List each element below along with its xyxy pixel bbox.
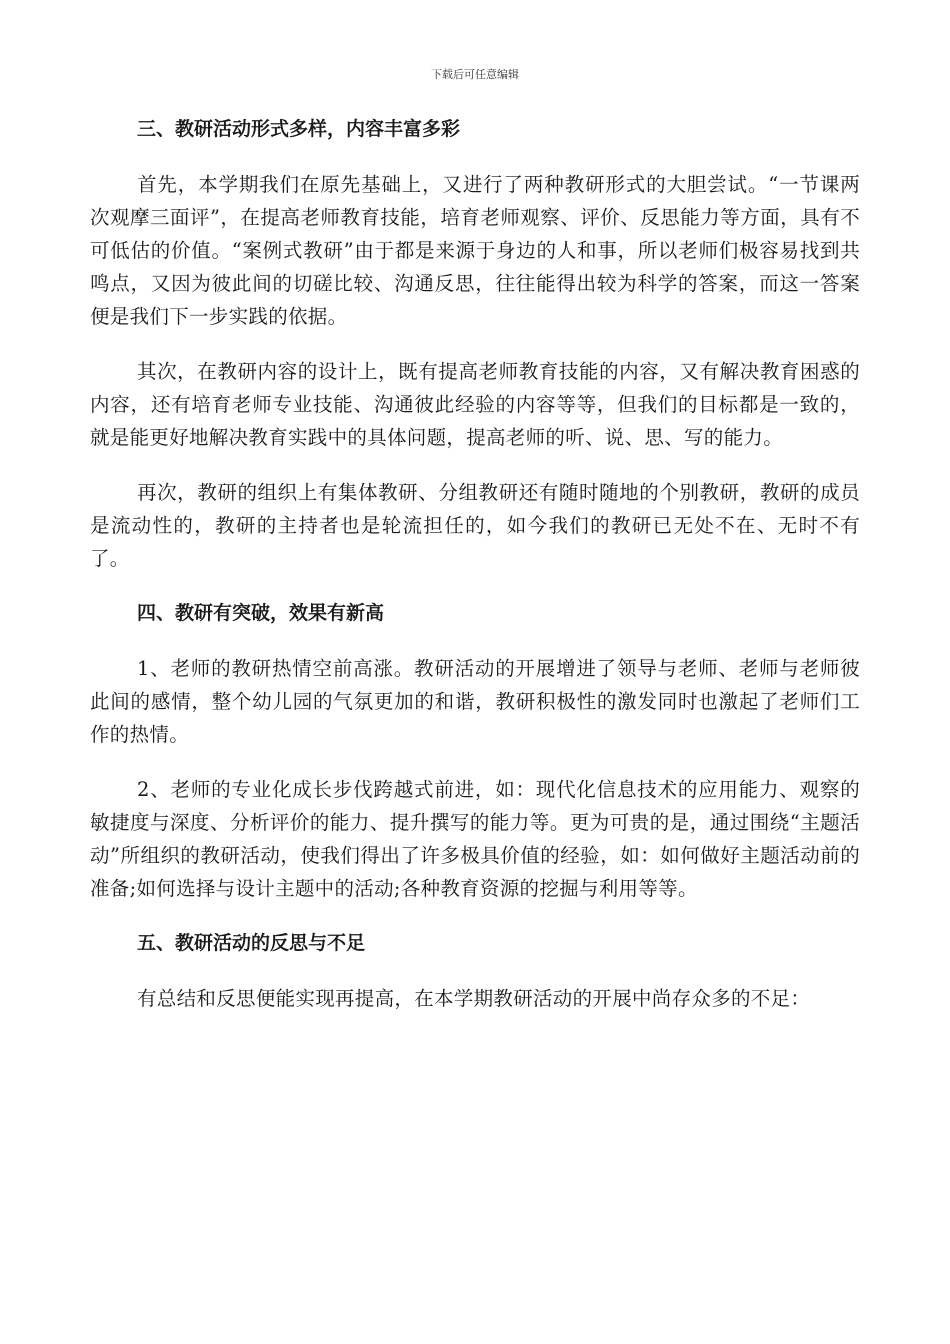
paragraph: 有总结和反思便能实现再提高，在本学期教研活动的开展中尚存众多的不足：	[137, 987, 811, 1010]
section-heading-5: 五、教研活动的反思与不足	[137, 932, 366, 954]
paragraph: 2、老师的专业化成长步伐跨越式前进，如：现代化信息技术的应用能力、观察的敏捷度与深度、分析评价的能力、提升撰写的能力等。更为可贵的是，通过围绕“主题活动”所组织的教研活动，使我们得出了许多极具价值的经验，如：如何做好主题活动前的准备;如何选择与设计主题中的活动;各种教育资源的挖掘与利用等等。	[90, 778, 860, 900]
section-heading-4: 四、教研有突破，效果有新高	[137, 602, 385, 624]
section-heading-3: 三、教研活动形式多样，内容丰富多彩	[137, 118, 461, 140]
paragraph: 其次，在教研内容的设计上，既有提高老师教育技能的内容，又有解决教育困惑的内容，还有培育老师专业技能、沟通彼此经验的内容等等，但我们的目标都是一致的，就是能更好地解决教育实践中的具体问题，提高老师的听、说、思、写的能力。	[90, 360, 860, 449]
paragraph: 首先，本学期我们在原先基础上，又进行了两种教研形式的大胆尝试。“一节课两次观摩三面评”，在提高老师教育技能，培育老师观察、评价、反思能力等方面，具有不可低估的价值。“案例式教研”由于都是来源于身边的人和事，所以老师们极容易找到共鸣点，又因为彼此间的切磋比较、沟通反思，往往能得出较为科学的答案，而这一答案便是我们下一步实践的依据。	[90, 173, 860, 328]
page-header: 下载后可任意编辑	[431, 68, 519, 81]
paragraph: 1、老师的教研热情空前高涨。教研活动的开展增进了领导与老师、老师与老师彼此间的感情，整个幼儿园的气氛更加的和谐，教研积极性的激发同时也激起了老师们工作的热情。	[90, 657, 860, 746]
document-body	[90, 113, 860, 1015]
paragraph: 再次，教研的组织上有集体教研、分组教研还有随时随地的个别教研，教研的成员是流动性的，教研的主持者也是轮流担任的，如今我们的教研已无处不在、无时不有了。	[90, 481, 860, 570]
